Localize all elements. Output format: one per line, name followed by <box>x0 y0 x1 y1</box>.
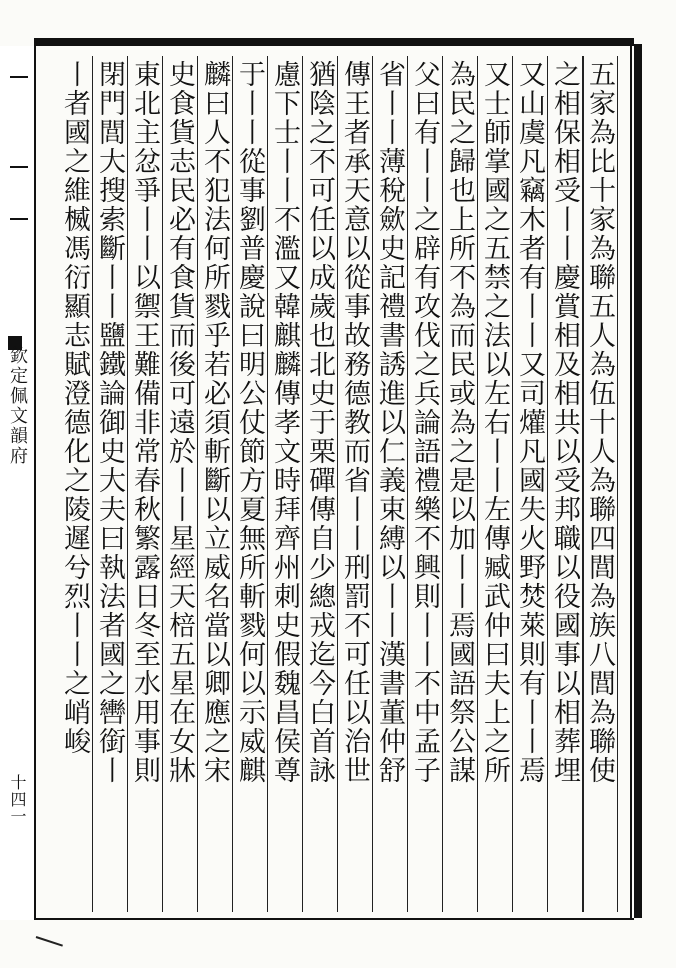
text-column: 省丨丨薄稅歛史記禮書誘進以仁義束縛以丨丨漢書董仲舒 <box>373 56 408 912</box>
margin-tick <box>10 76 28 78</box>
fold-margin <box>0 46 34 920</box>
text-column: 猶陰之不可任以成歲也北史于栗磾傳自少總戎迄今白首詠 <box>303 56 338 912</box>
text-column: 丨者國之維楲馮衍顯志賦澄德化之陵遲兮烈丨丨之峭峻 <box>58 56 93 912</box>
text-column: 于丨丨從事劉普慶說曰明公仗節方夏無所斬戮何以示威麒 <box>233 56 268 912</box>
margin-tick <box>10 166 28 168</box>
text-column: 閉門閭大搜索斷丨丨鹽鐵論御史大夫曰執法者國之轡銜丨 <box>93 56 128 912</box>
text-column: 又士師掌國之五禁之法以左右丨丨左傳臧武仲曰夫上之所 <box>478 56 513 912</box>
text-column: 東北主忿爭丨丨以禦王難備非常春秋繁露日冬至水用事則 <box>128 56 163 912</box>
corner-mark <box>36 936 63 947</box>
frame-right-edge <box>634 44 642 918</box>
bottom-border-rule <box>34 918 634 920</box>
text-column: 傳王者承天意以從事故務德教而省丨丨刑罰不可任以治世 <box>338 56 373 912</box>
text-column: 又山虞凡竊木者有丨丨又司爟凡國失火野焚萊則有丨丨焉 <box>513 56 548 912</box>
text-column: 史食貨志民必有食貨而後可遠於丨丨星經天棓五星在女牀 <box>163 56 198 912</box>
text-column: 麟曰人不犯法何所戮乎若必須斬斷以立威名當以卿應之宋 <box>198 56 233 912</box>
text-column: 為民之歸也上所不為而民或為之是以加丨丨焉國語祭公謀 <box>443 56 478 912</box>
text-column: 慮下士丨丨不濫又韓麒麟傳孝文時拜齊州刺史假魏昌侯尊 <box>268 56 303 912</box>
text-column: 父曰有丨丨之辟有攻伐之兵論語禮樂不興則丨丨不中孟子 <box>408 56 443 912</box>
text-body <box>52 56 618 912</box>
page-number: 十四一 <box>8 774 27 825</box>
margin-tick <box>10 218 28 220</box>
book-title: 欽定佩文韻府 <box>7 346 28 466</box>
text-column: 五家為比十家為聯五人為伍十人為聯四閭為族八閭為聯使 <box>583 56 618 912</box>
text-column: 之相保相受丨丨慶賞相及相共以受邦職以役國事以相葬埋 <box>548 56 583 912</box>
